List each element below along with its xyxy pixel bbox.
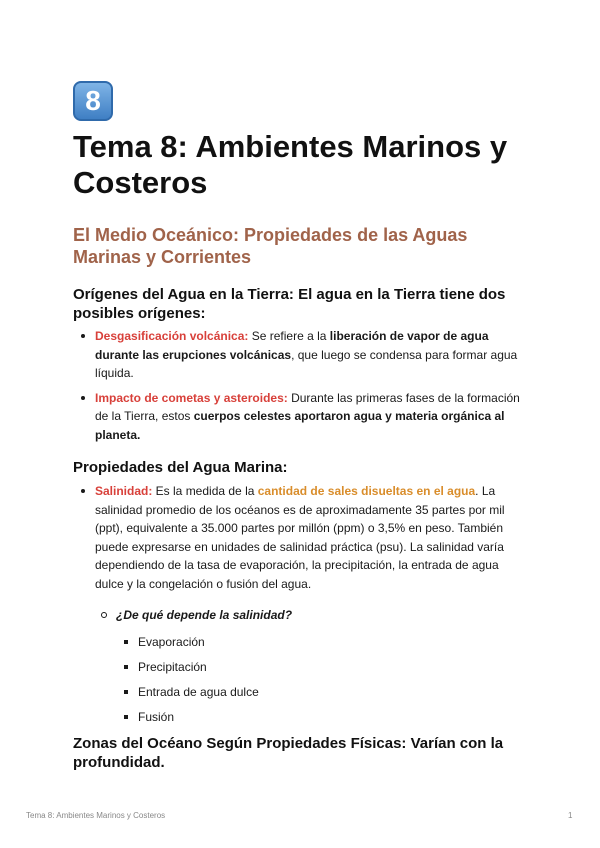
- list-item: [95, 606, 529, 726]
- properties-list: [73, 482, 529, 733]
- properties-heading: Propiedades del Agua Marina:: [73, 459, 288, 476]
- zones-heading: Zonas del Océano Según Propiedades Físicas: Varían con la profundidad.: [73, 735, 504, 771]
- list-item: Evaporación: [116, 633, 529, 651]
- section-title: El Medio Oceánico: Propiedades de las Aguas Marinas y Corrientes: [73, 225, 468, 267]
- origins-list: [73, 327, 529, 444]
- keycap-8-icon: [73, 81, 113, 121]
- sub-list: [95, 606, 529, 726]
- list-item: Salinidad: Es la medida de la cantidad de sales disueltas en el agua. La salinidad promedio de los océanos es de aproximadamente 35 partes por mil (ppt), equivalente a 35.000 partes por millón (ppm) o 3,5% en peso. También puede expresarse en unidades de salinidad práctica (psu). La salinidad varía dependiendo de la tasa de evaporación, la precipitación, la entrada de agua dulce y la congelación o fusión del agua. ¿De qué depende la salinidad? Evaporación Precipitación Entrada de agua dulce Fusión: [73, 482, 529, 726]
- origins-heading: Orígenes del Agua en la Tierra: El agua en la Tierra tiene dos posibles orígenes:: [73, 286, 506, 322]
- list-item: Impacto de cometas y asteroides: Durante las primeras fases de la formación de la Tierra, estos cuerpos celestes aportaron agua y materia orgánica al planeta.: [73, 389, 529, 445]
- page-title: Tema 8: Ambientes Marinos y Costeros: [73, 129, 508, 200]
- term-label: Impacto de cometas y asteroides:: [95, 390, 288, 405]
- badge-number: 8: [85, 85, 101, 116]
- list-item: Entrada de agua dulce: [116, 683, 529, 701]
- footer-title: Tema 8: Ambientes Marinos y Costeros: [26, 811, 166, 820]
- list-item: Desgasificación volcánica: Se refiere a la liberación de vapor de agua durante las erupciones volcánicas, que luego se condensa para formar agua líquida.: [73, 327, 529, 383]
- term-label: Desgasificación volcánica:: [95, 329, 249, 343]
- sub-question: ¿De qué depende la salinidad?: [116, 608, 293, 622]
- factor-list: [116, 633, 529, 726]
- list-item: Precipitación: [116, 658, 529, 676]
- term-label: Salinidad:: [95, 484, 153, 498]
- footer-page-number: 1: [568, 811, 573, 820]
- list-item: Fusión: [116, 708, 529, 726]
- highlight-text: cantidad de sales disueltas en el agua: [257, 484, 476, 498]
